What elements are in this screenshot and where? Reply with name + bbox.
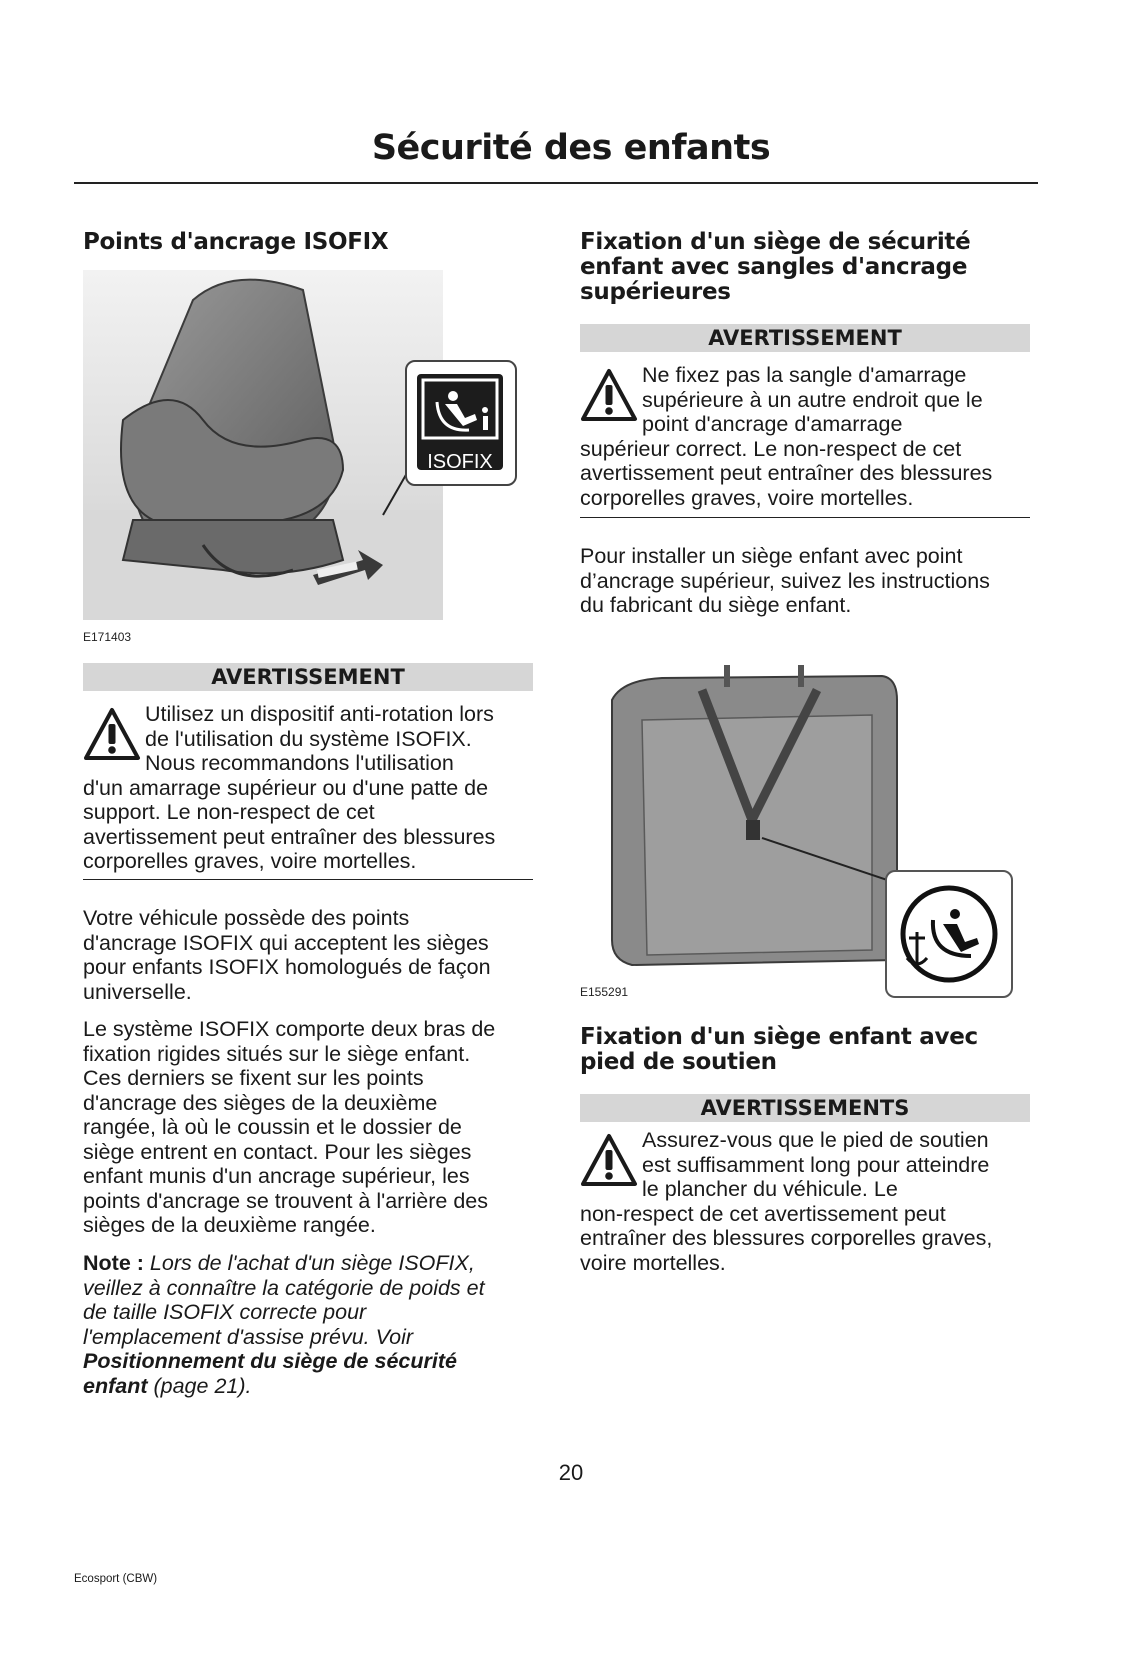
- text-line: Utilisez un dispositif anti-rotation lors: [145, 702, 494, 726]
- top-tether-anchor-icon: [887, 872, 1011, 996]
- text-line: supérieur correct. Le non-respect de cet: [580, 436, 962, 461]
- text-line: Ces derniers se fixent sur les points: [83, 1066, 424, 1090]
- text-line: Ne fixez pas la sangle d'amarrage: [642, 363, 967, 387]
- page-title: Sécurité des enfants: [371, 128, 771, 168]
- figure-code: E171403: [83, 630, 132, 644]
- paragraph: [83, 906, 543, 1004]
- paragraph: [580, 544, 1040, 618]
- isofix-badge-label: ISOFIX: [427, 451, 493, 473]
- text-line: entraîner des blessures corporelles graves,: [580, 1226, 993, 1250]
- isofix-badge: [405, 360, 517, 486]
- text-line: de taille ISOFIX correcte pour: [83, 1300, 367, 1324]
- text-line: Pour installer un siège enfant avec point: [580, 544, 963, 568]
- heading-line: supérieures: [580, 279, 731, 305]
- warning-text: [83, 702, 535, 874]
- text-line: Nous recommandons l'utilisation: [145, 751, 454, 775]
- warning-triangle-icon: [580, 1132, 638, 1190]
- heading-line: pied de soutien: [580, 1049, 777, 1075]
- note-label: Note :: [83, 1251, 144, 1275]
- text-line: pour enfants ISOFIX homologués de façon: [83, 955, 491, 979]
- text-line: voire mortelles.: [580, 1250, 726, 1275]
- tether-heading: [580, 230, 1040, 305]
- page-reference: (page 21).: [153, 1373, 252, 1398]
- isofix-seat-illustration: [83, 270, 443, 620]
- text-line: d'un amarrage supérieur ou d'une patte de: [83, 775, 489, 800]
- cross-reference-link[interactable]: enfant: [83, 1373, 148, 1398]
- footer-model: Ecosport (CBW): [74, 1573, 158, 1585]
- warning-header: AVERTISSEMENTS: [580, 1094, 1030, 1122]
- text-line: fixation rigides situés sur le siège enfant.: [83, 1041, 471, 1066]
- text-line: universelle.: [83, 979, 192, 1004]
- text-line: corporelles graves, voire mortelles.: [83, 849, 417, 873]
- warning-text: [580, 363, 1032, 510]
- text-line: rangée, là où le coussin et le dossier de: [83, 1115, 462, 1139]
- heading-line: enfant avec sangles d'ancrage: [580, 254, 968, 280]
- title-divider: [74, 182, 1038, 184]
- figure-code: E155291: [580, 985, 629, 999]
- text-line: enfant munis d'un ancrage supérieur, les: [83, 1164, 470, 1188]
- text-line: non-respect de cet avertissement peut: [580, 1201, 946, 1226]
- warning-header: AVERTISSEMENT: [83, 663, 533, 691]
- text-line: siège entrent en contact. Pour les sièges: [83, 1139, 472, 1164]
- warning-divider: [580, 517, 1030, 518]
- child-seat-icon: [417, 374, 503, 444]
- text-line: avertissement peut entraîner des blessures: [580, 461, 993, 485]
- text-line: Assurez-vous que le pied de soutien: [642, 1128, 989, 1152]
- page-number: 20: [558, 1460, 584, 1485]
- note: [83, 1251, 543, 1398]
- text-line: de l'utilisation du système ISOFIX.: [145, 726, 472, 751]
- text-line: l'emplacement d'assise prévu. Voir: [83, 1324, 414, 1349]
- text-line: Le système ISOFIX comporte deux bras de: [83, 1017, 496, 1041]
- paragraph: [83, 1017, 543, 1238]
- text-line: du fabricant du siège enfant.: [580, 593, 852, 617]
- warning-divider: [83, 879, 533, 880]
- text-line: est suffisamment long pour atteindre: [642, 1152, 990, 1177]
- text-line: d'ancrage des sièges de la deuxième: [83, 1090, 438, 1115]
- tether-anchor-illustration: [602, 660, 902, 982]
- text-line: support. Le non-respect de cet: [83, 800, 375, 824]
- heading-line: Fixation d'un siège enfant avec: [580, 1024, 978, 1050]
- heading-line: Fixation d'un siège de sécurité: [580, 229, 971, 255]
- text-line: Lors de l'achat d'un siège ISOFIX,: [149, 1251, 475, 1275]
- warning-text: [580, 1128, 1032, 1275]
- top-tether-badge: [885, 870, 1013, 998]
- text-line: point d'ancrage d'amarrage: [642, 412, 903, 436]
- cross-reference-link[interactable]: Positionnement du siège de sécurité: [83, 1349, 457, 1373]
- text-line: points d'ancrage se trouvent à l'arrière des: [83, 1188, 488, 1213]
- support-leg-heading: [580, 1025, 1040, 1075]
- text-line: sièges de la deuxième rangée.: [83, 1213, 376, 1237]
- text-line: d'ancrage ISOFIX qui acceptent les sièges: [83, 930, 489, 955]
- text-line: corporelles graves, voire mortelles.: [580, 485, 914, 510]
- warning-header: AVERTISSEMENT: [580, 324, 1030, 352]
- text-line: Votre véhicule possède des points: [83, 906, 410, 930]
- text-line: le plancher du véhicule. Le: [642, 1177, 898, 1201]
- text-line: d’ancrage supérieur, suivez les instructions: [580, 568, 990, 593]
- warning-triangle-icon: [580, 367, 638, 425]
- warning-triangle-icon: [83, 706, 141, 764]
- text-line: supérieure à un autre endroit que le: [642, 387, 983, 412]
- isofix-heading: Points d'ancrage ISOFIX: [83, 229, 389, 255]
- text-line: veillez à connaître la catégorie de poids et: [83, 1275, 485, 1300]
- text-line: avertissement peut entraîner des blessures: [83, 824, 496, 849]
